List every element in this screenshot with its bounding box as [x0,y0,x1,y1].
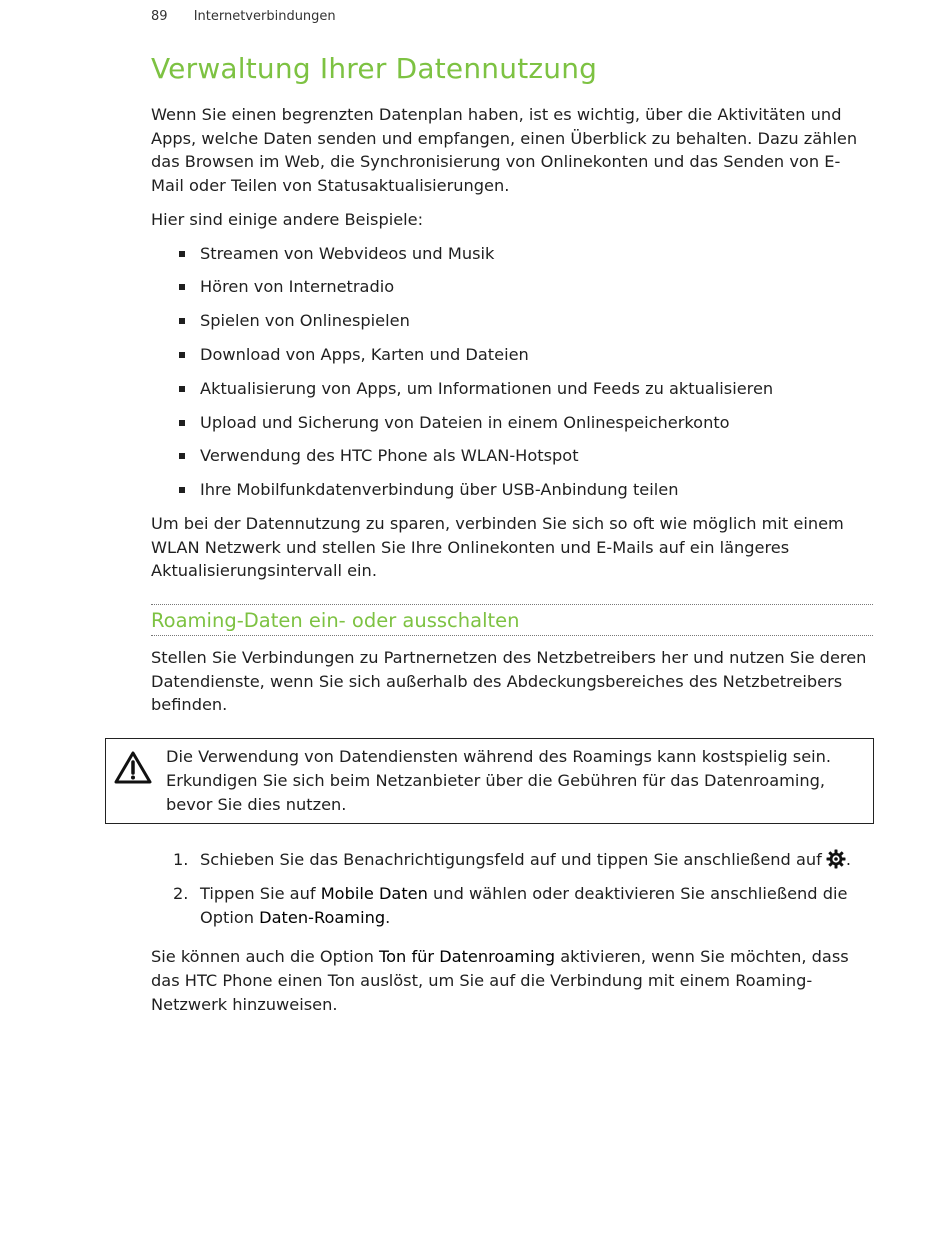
page-content [151,50,873,1016]
ui-term-roaming-tone: Ton für Datenroaming [379,947,556,967]
page-number: 89 [151,9,168,24]
save-tip-paragraph: Um bei der Datennutzung zu sparen, verbinden Sie sich so oft wie möglich mit einem WLAN Netzwerk und stellen Sie Ihre Onlinekonten und E-Mails auf ein längeres Aktualisierungsintervall ein. [151,513,844,581]
examples-list [151,242,873,502]
list-item [151,444,873,468]
warning-box [105,738,874,824]
step-text: Tippen Sie auf [200,883,321,903]
bullet-square-icon [179,318,185,324]
list-item-text: Upload und Sicherung von Dateien in einem Onlinespeicherkonto [200,412,730,432]
bullet-square-icon [179,386,185,392]
tone-paragraph [151,945,873,1016]
list-item-text: Aktualisierung von Apps, um Informationen und Feeds zu aktualisieren [200,378,774,398]
list-item-text: Streamen von Webvideos und Musik [200,243,495,263]
list-item [151,242,873,266]
settings-gear-icon [826,849,846,869]
bullet-square-icon [179,420,185,426]
chapter-title: Internetverbindungen [193,9,336,24]
bullet-square-icon [179,251,185,257]
step-end: . [845,850,852,870]
warning-triangle-icon [113,750,153,786]
step-end: . [385,907,391,927]
step-number: 2. [173,883,189,903]
tone-text-post: aktivieren, wenn Sie möchten, dass das HTC Phone einen Ton auslöst, um Sie auf die Verbindung mit einem Roaming-Netzwerk hinzuweisen. [151,947,849,1014]
step-text: Schieben Sie das Benachrichtigungsfeld auf und tippen Sie anschließend auf [200,850,822,870]
list-item-text: Download von Apps, Karten und Dateien [200,344,529,364]
page-title: Verwaltung Ihrer Datennutzung [151,52,598,85]
step-number: 1. [173,850,189,870]
bullet-square-icon [179,284,185,290]
intro-paragraph: Wenn Sie einen begrenzten Datenplan haben, ist es wichtig, über die Aktivitäten und Apps, welche Daten senden und empfangen, einen Überblick zu behalten. Dazu zählen das Browsen im Web, die Synchronisierung von Onlinekonten und das Senden von E-Mail oder Teilen von Statusaktualisierungen. [151,105,858,196]
page-header [151,9,336,24]
list-item [151,309,873,333]
list-item-text: Verwendung des HTC Phone als WLAN-Hotspot [200,446,579,466]
section-divider-bottom [151,635,873,636]
tone-text-pre: Sie können auch die Option [151,947,379,967]
list-item [151,478,873,502]
section-heading: Roaming-Daten ein- oder ausschalten [151,609,520,632]
ui-term-mobile-data: Mobile Daten [320,883,428,903]
steps-list [151,848,873,929]
step-item [151,882,873,929]
ui-term-data-roaming: Daten-Roaming [259,907,386,927]
list-item [151,275,873,299]
bullet-square-icon [179,352,185,358]
warning-text: Die Verwendung von Datendiensten während des Roamings kann kostspielig sein. Erkundigen Sie sich beim Netzanbieter über die Gebühren für das Datenroaming, bevor Sie dies nutzen. [166,747,832,814]
list-item-text: Spielen von Onlinespielen [200,311,410,331]
list-item-text: Hören von Internetradio [200,277,395,297]
list-item-text: Ihre Mobilfunkdatenverbindung über USB-Anbindung teilen [200,480,679,500]
step-text-mid: und wählen oder deaktivieren Sie anschließend die Option [200,883,848,927]
list-item [151,377,873,401]
examples-intro: Hier sind einige andere Beispiele: [151,209,424,229]
bullet-square-icon [179,453,185,459]
bullet-square-icon [179,487,185,493]
list-item [151,411,873,435]
step-item [151,848,873,872]
roaming-intro-paragraph: Stellen Sie Verbindungen zu Partnernetzen des Netzbetreibers her und nutzen Sie deren Datendienste, wenn Sie sich außerhalb des Abdeckungsbereiches des Netzbetreibers befinden. [151,648,867,715]
list-item [151,343,873,367]
